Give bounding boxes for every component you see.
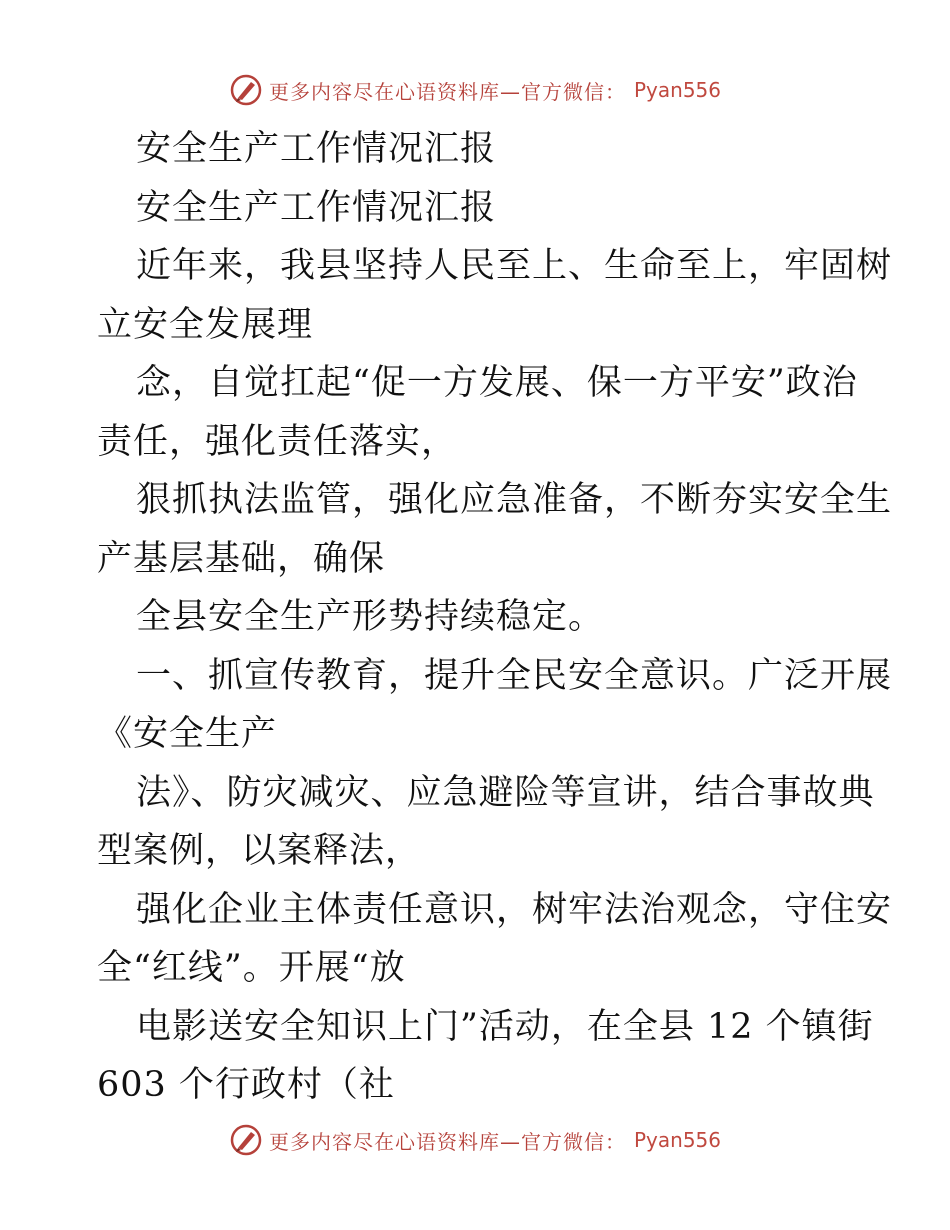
paragraph-line: 强化企业主体责任意识，树牢法治观念，守住安: [136, 889, 893, 930]
paragraph-line: 全县安全生产形势持续稳定。: [136, 597, 605, 637]
paragraph-line: 狠抓执法监管，强化应急准备，不断夯实安全生: [136, 480, 893, 520]
doc-title-repeat: 安全生产工作情况汇报: [136, 187, 497, 228]
pen-logo-icon: [229, 1123, 263, 1157]
paragraph-line: 电影送安全知识上门”活动，在全县 12 个镇街: [136, 1006, 874, 1047]
paragraph-line: 603 个行政村（社: [97, 1065, 395, 1105]
document-body: [97, 120, 893, 1115]
paragraph-line: 责任，强化责任落实，: [97, 421, 458, 462]
pen-logo-icon: [229, 73, 263, 107]
header-watermark: [0, 70, 950, 110]
watermark-handle: Pyan556: [633, 78, 721, 102]
watermark-text: 更多内容尽在心语资料库—官方微信：: [268, 1129, 626, 1154]
paragraph-line: 法》、防灾减灾、应急避险等宣讲，结合事故典: [136, 772, 875, 813]
watermark-text: 更多内容尽在心语资料库—官方微信：: [268, 79, 626, 104]
paragraph-line: 型案例，以案释法，: [97, 831, 422, 871]
section-heading-line: 一、抓宣传教育，提升全民安全意识。广泛开展: [136, 655, 893, 696]
paragraph-line: 立安全发展理: [97, 304, 314, 345]
footer-watermark: [0, 1120, 950, 1160]
paragraph-line: 产基层基础，确保: [97, 538, 386, 579]
paragraph-line: 《安全生产: [97, 714, 278, 754]
paragraph-line: 近年来，我县坚持人民至上、生命至上，牢固树: [136, 246, 893, 286]
paragraph-line: 念，自觉扛起“促一方发展、保一方平安”政治: [136, 363, 858, 403]
paragraph-line: 全“红线”。开展“放: [97, 948, 406, 988]
watermark-handle: Pyan556: [633, 1128, 721, 1152]
doc-title: 安全生产工作情况汇报: [136, 129, 497, 169]
